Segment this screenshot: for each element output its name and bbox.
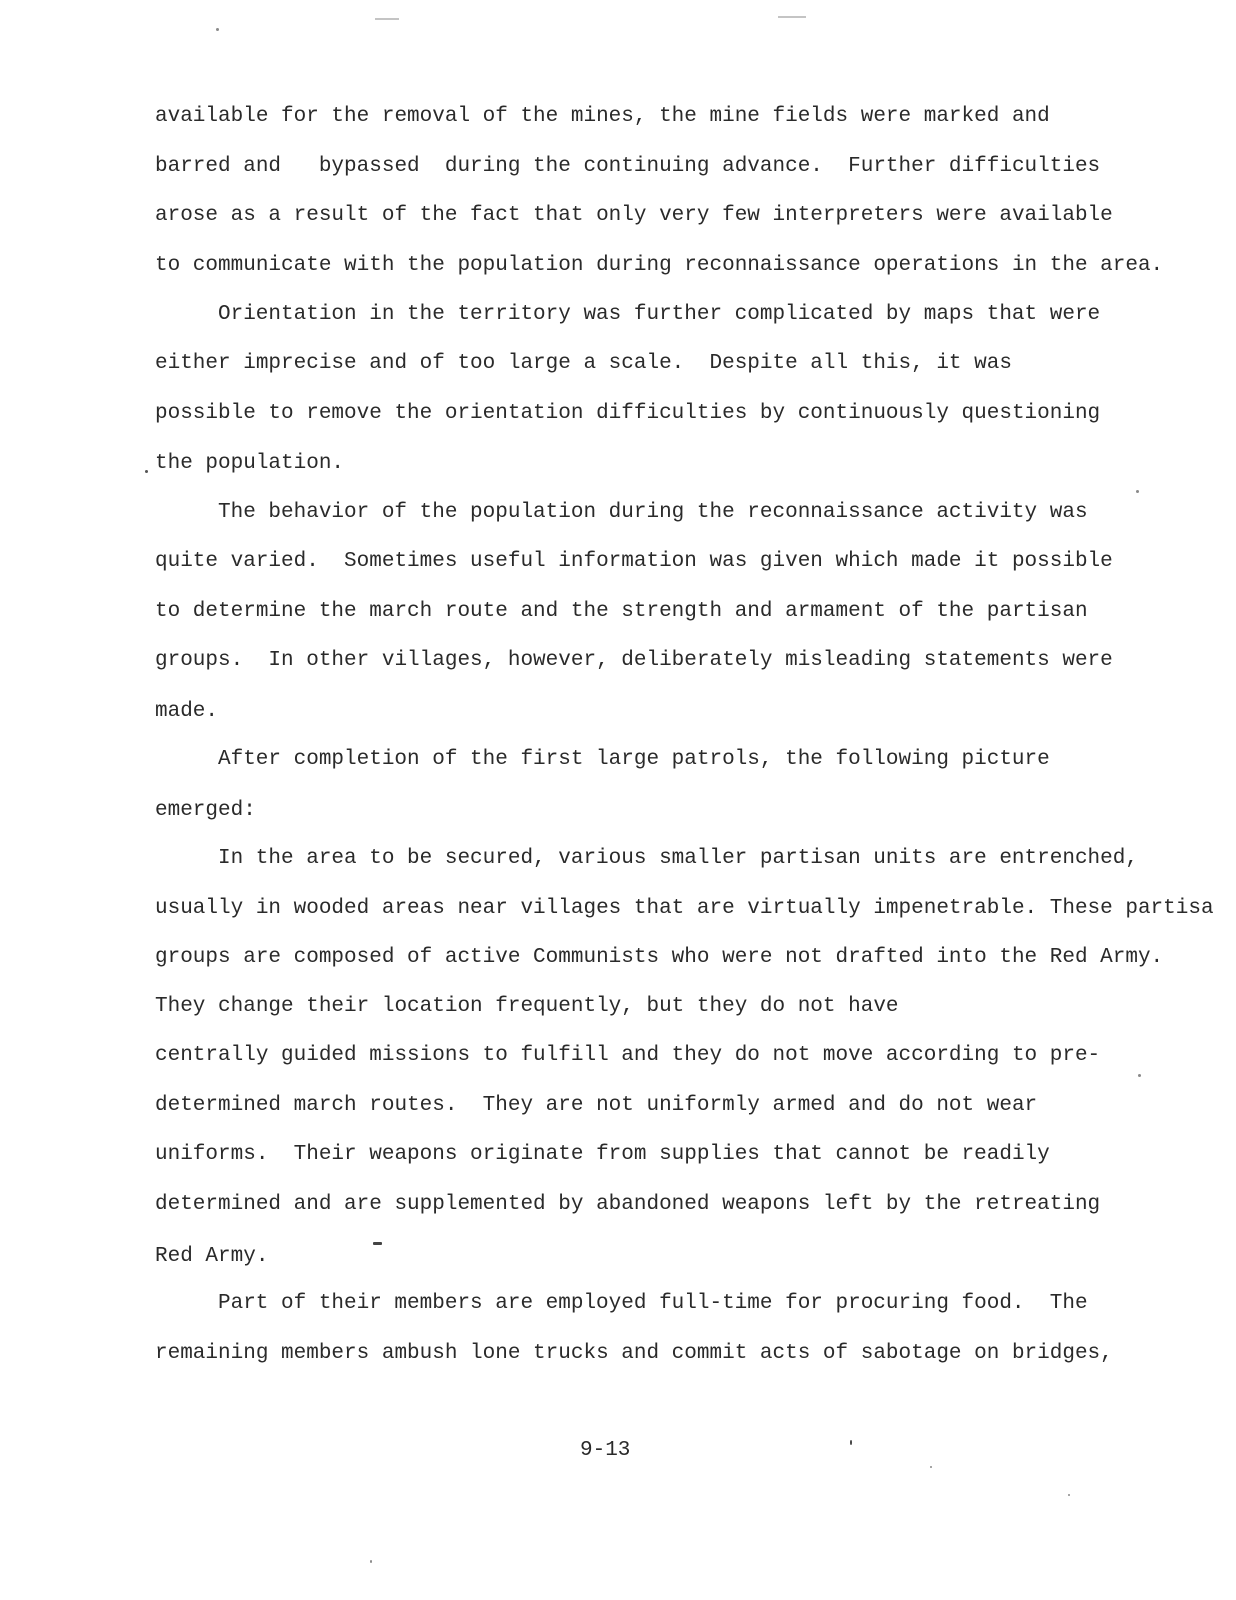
scan-speck xyxy=(1138,1074,1141,1077)
text-line-15: emerged: xyxy=(155,799,256,822)
text-line-25: Part of their members are employed full-time for procuring food. The xyxy=(218,1292,1088,1315)
scan-speck xyxy=(930,1466,932,1468)
text-line-16: In the area to be secured, various smaller partisan units are entrenched, xyxy=(218,847,1138,870)
scan-speck xyxy=(1068,1494,1070,1496)
scan-speck xyxy=(373,1242,382,1245)
text-line-17: usually in wooded areas near villages that are virtually impenetrable. These partisa xyxy=(155,897,1214,920)
scan-speck xyxy=(778,16,806,18)
text-line-1: available for the removal of the mines, the mine fields were marked and xyxy=(155,105,1050,128)
text-line-9: The behavior of the population during the reconnaissance activity was xyxy=(218,501,1088,524)
text-line-24: Red Army. xyxy=(155,1245,269,1268)
text-line-21: determined march routes. They are not uniformly armed and do not wear xyxy=(155,1094,1038,1117)
text-line-14: After completion of the first large patrols, the following picture xyxy=(218,748,1050,771)
text-line-13: made. xyxy=(155,700,219,723)
text-line-22: uniforms. Their weapons originate from supplies that cannot be readily xyxy=(155,1143,1050,1166)
text-line-26: remaining members ambush lone trucks and commit acts of sabotage on bridges, xyxy=(155,1342,1113,1365)
text-line-23: determined and are supplemented by abandoned weapons left by the retreating xyxy=(155,1193,1101,1216)
text-line-11: to determine the march route and the strength and armament of the partisan xyxy=(155,600,1088,623)
text-line-3: arose as a result of the fact that only very few interpreters were available xyxy=(155,204,1113,227)
text-line-4: to communicate with the population during reconnaissance operations in the area. xyxy=(155,254,1164,277)
scan-speck xyxy=(1136,490,1139,493)
text-line-19: They change their location frequently, but they do not have xyxy=(155,995,899,1018)
page-number: 9-13 xyxy=(580,1439,631,1462)
text-line-10: quite varied. Sometimes useful information was given which made it possible xyxy=(155,550,1113,573)
scan-speck xyxy=(145,470,148,473)
text-line-20: centrally guided missions to fulfill and they do not move according to pre- xyxy=(155,1044,1101,1067)
text-line-8: the population. xyxy=(155,452,345,475)
text-line-2: barred and bypassed during the continuing advance. Further difficulties xyxy=(155,155,1101,178)
scan-speck xyxy=(370,1560,372,1563)
text-line-6: either imprecise and of too large a scale. Despite all this, it was xyxy=(155,352,1012,375)
scan-speck xyxy=(850,1440,852,1445)
text-line-12: groups. In other villages, however, deliberately misleading statements were xyxy=(155,649,1113,672)
text-line-7: possible to remove the orientation difficulties by continuously questioning xyxy=(155,402,1101,425)
scan-speck xyxy=(216,28,219,31)
text-line-5: Orientation in the territory was further complicated by maps that were xyxy=(218,303,1101,326)
scan-speck xyxy=(375,18,399,20)
text-line-18: groups are composed of active Communists who were not drafted into the Red Army. xyxy=(155,946,1164,969)
